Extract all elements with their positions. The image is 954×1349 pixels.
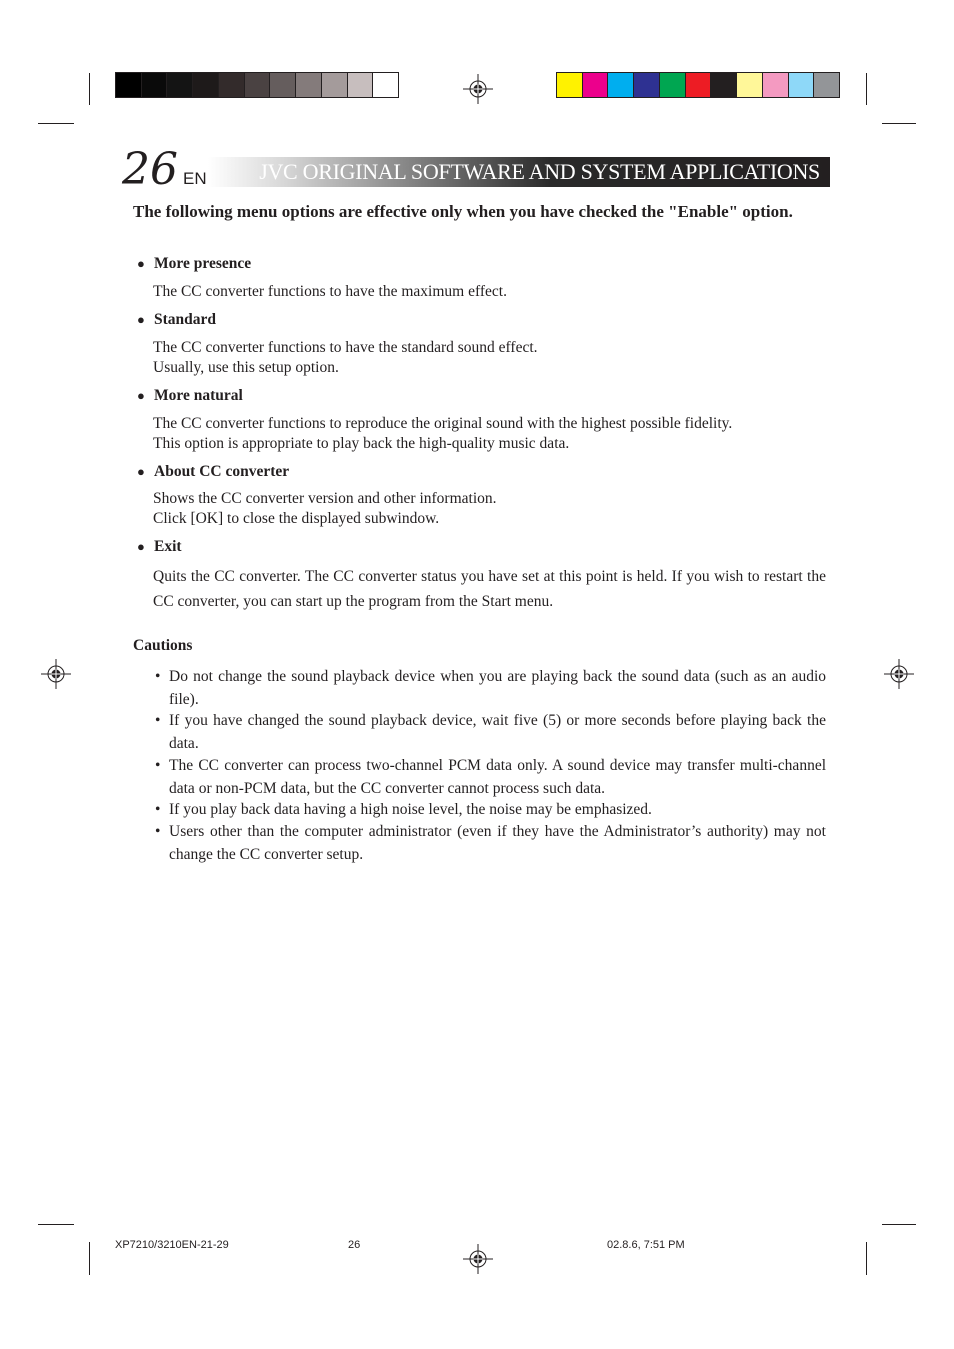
language-tag: EN: [183, 169, 207, 188]
crop-mark: [882, 123, 916, 124]
bullet-icon: ●: [137, 464, 145, 479]
color-swatch: [711, 73, 737, 97]
crop-mark: [38, 123, 74, 124]
color-calibration-bar: [556, 72, 840, 98]
color-swatch: [634, 73, 660, 97]
menu-option-description: Shows the CC converter version and other information. Click [OK] to close the displayed subwindow.: [153, 490, 497, 527]
intro-paragraph: The following menu options are effective only when you have checked the "Enable" option.: [133, 202, 793, 221]
section-title-bar: [208, 157, 830, 187]
color-swatch: [322, 73, 348, 97]
menu-option-heading: ● Exit: [137, 538, 182, 555]
footer-file-name: XP7210/3210EN-21-29: [115, 1239, 229, 1251]
crop-mark: [89, 1242, 90, 1275]
color-swatch: [167, 73, 193, 97]
color-swatch: [660, 73, 686, 97]
color-swatch: [583, 73, 609, 97]
crop-mark: [866, 73, 867, 105]
menu-option-heading: ● More natural: [137, 387, 243, 404]
color-swatch: [193, 73, 219, 97]
bullet-icon: •: [155, 757, 161, 774]
crop-mark: [89, 73, 90, 105]
registration-target-icon: [463, 1244, 493, 1274]
color-swatch: [116, 73, 142, 97]
section-title: JVC ORIGINAL SOFTWARE AND SYSTEM APPLICATIONS: [259, 159, 820, 184]
crop-mark: [866, 1242, 867, 1275]
caution-item: • If you play back data having a high noise level, the noise may be emphasized.: [155, 799, 826, 822]
footer-page-number: 26: [348, 1239, 361, 1251]
caution-item: • Do not change the sound playback device when you are playing back the sound data (such as an audio file).: [155, 668, 826, 708]
menu-option-heading: ● Standard: [137, 311, 217, 328]
bullet-icon: ●: [137, 256, 145, 271]
caution-item: • Users other than the computer administrator (even if they have the Administrator’s authority) may not change the CC converter setup.: [155, 823, 826, 863]
crop-mark: [882, 1224, 916, 1225]
bullet-icon: •: [155, 712, 161, 729]
bullet-icon: ●: [137, 539, 145, 554]
color-swatch: [348, 73, 374, 97]
registration-target-icon: [41, 659, 71, 689]
color-swatch: [814, 73, 839, 97]
bullet-icon: •: [155, 668, 161, 685]
menu-option-heading: ● About CC converter: [137, 463, 290, 480]
color-swatch: [270, 73, 296, 97]
caution-item: • The CC converter can process two-channel PCM data only. A sound device may transfer multi-channel data or non-PCM data, but the CC converter cannot process such data.: [155, 757, 826, 797]
color-swatch: [763, 73, 789, 97]
bullet-icon: ●: [137, 312, 145, 327]
color-swatch: [296, 73, 322, 97]
caution-item: • If you have changed the sound playback device, wait five (5) or more seconds before playing back the data.: [155, 712, 826, 752]
bullet-icon: •: [155, 823, 161, 840]
menu-option-description: The CC converter functions to have the maximum effect.: [153, 283, 507, 300]
registration-target-icon: [884, 659, 914, 689]
page-number: 26: [122, 144, 178, 195]
color-swatch: [219, 73, 245, 97]
menu-option-heading: ● More presence: [137, 255, 252, 272]
color-swatch: [737, 73, 763, 97]
grayscale-calibration-bar: [115, 72, 399, 98]
footer-timestamp: 02.8.6, 7:51 PM: [607, 1239, 685, 1251]
color-swatch: [789, 73, 815, 97]
color-swatch: [686, 73, 712, 97]
bullet-icon: ●: [137, 388, 145, 403]
menu-option-description: Quits the CC converter. The CC converter status you have set at this point is held. If you wish to restart the CC converter, you can start up the program from the Start menu.: [153, 568, 826, 610]
color-swatch: [245, 73, 271, 97]
registration-target-icon: [463, 74, 493, 104]
bullet-icon: •: [155, 801, 161, 818]
color-swatch: [142, 73, 168, 97]
cautions-heading: Cautions: [133, 637, 193, 654]
menu-option-description: The CC converter functions to reproduce the original sound with the highest possible fidelity. This option is appropriate to play back the high-quality music data.: [153, 415, 733, 452]
color-swatch: [608, 73, 634, 97]
menu-option-description: The CC converter functions to have the standard sound effect. Usually, use this setup option.: [153, 339, 538, 376]
color-swatch: [373, 73, 398, 97]
crop-mark: [38, 1224, 74, 1225]
color-swatch: [557, 73, 583, 97]
